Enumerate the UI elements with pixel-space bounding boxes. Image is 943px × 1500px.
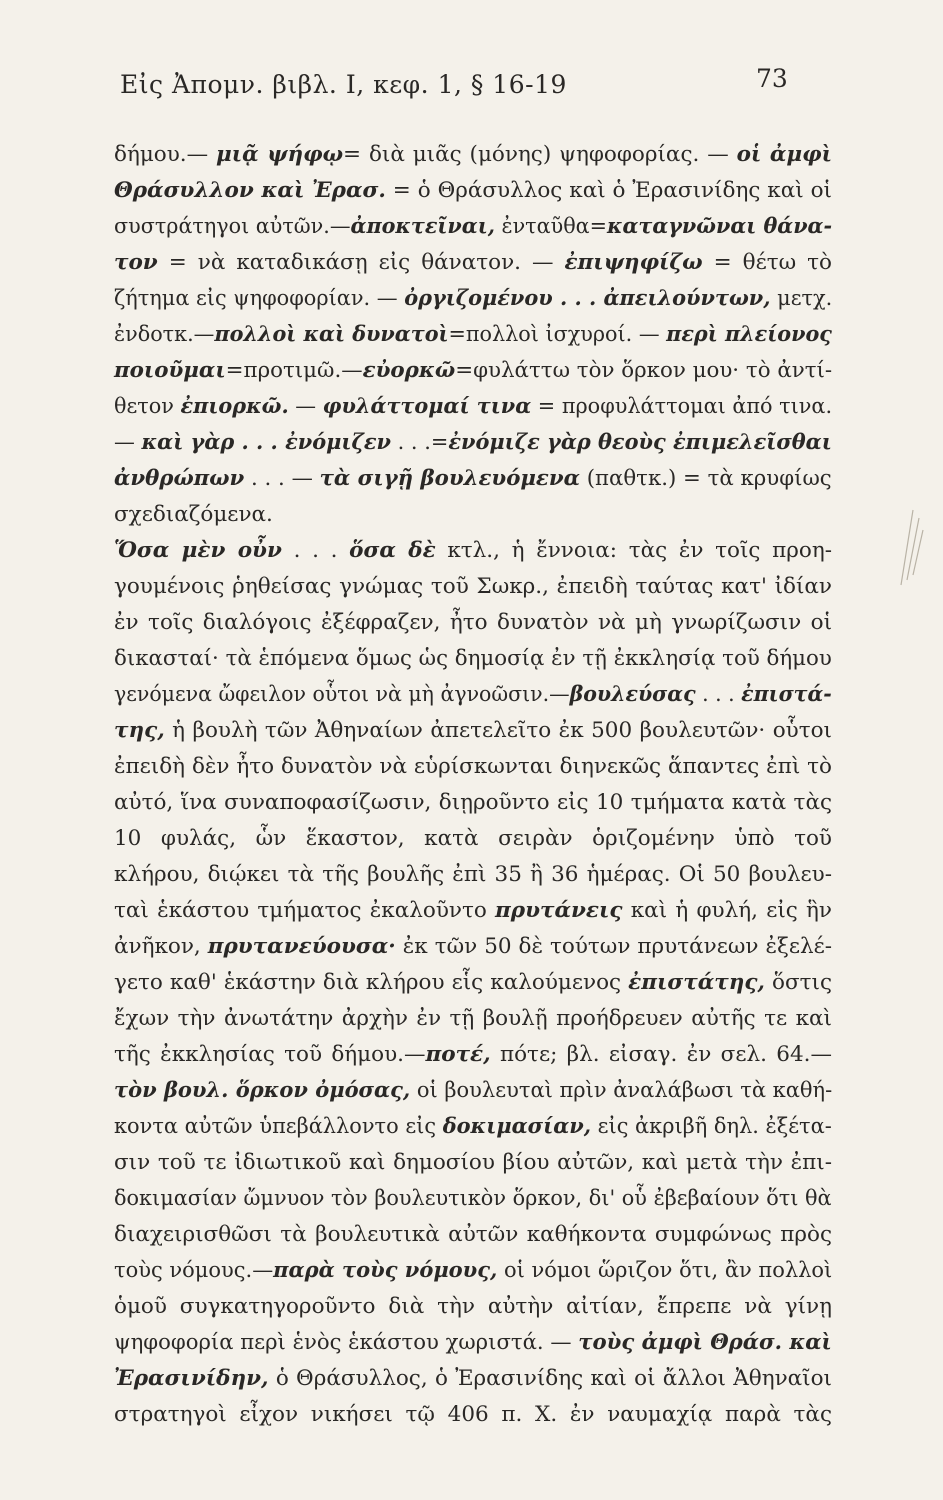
text-line: Ὅσα μὲν οὖν . . . ὅσα δὲ κτλ., ἡ ἔννοια: τὰς ἐν τοῖς προη- [114, 538, 832, 563]
text-line: δοκιμασίαν ὤμνυον τὸν βουλευτικὸν ὅρκον, δι' οὗ ἐβεβαίουν ὅτι θὰ [114, 1186, 832, 1211]
text-line: τον = νὰ καταδικάσῃ εἰς θάνατον. — ἐπιψηφίζω = θέτω τὸ [114, 250, 832, 275]
text-line: γενόμενα ὤφειλον οὗτοι νὰ μὴ ἀγνοῶσιν.—βουλεύσας . . . ἐπιστά- [114, 682, 832, 707]
text-line: σιν τοῦ τε ἰδιωτικοῦ καὶ δημοσίου βίου αὐτῶν, καὶ μετὰ τὴν ἐπι- [114, 1150, 832, 1175]
text-line: ἔχων τὴν ἀνωτάτην ἀρχὴν ἐν τῇ βουλῇ προήδρευεν αὐτῆς τε καὶ [114, 1006, 832, 1031]
text-line: κοντα αὐτῶν ὑπεβάλλοντο εἰς δοκιμασίαν, εἰς ἀκριβῆ δηλ. ἐξέτα- [114, 1114, 832, 1139]
text-line: κλήρου, διῴκει τὰ τῆς βουλῆς ἐπὶ 35 ἢ 36 ἡμέρας. Οἱ 50 βουλευ- [114, 862, 832, 887]
text-line: ἐν τοῖς διαλόγοις ἐξέφραζεν, ἦτο δυνατὸν νὰ μὴ γνωρίζωσιν οἱ [114, 610, 832, 635]
text-line: ζήτημα εἰς ψηφοφορίαν. — ὀργιζομένου . . . ἀπειλούντων, μετχ. [114, 286, 833, 311]
text-line: ἐπειδὴ δὲν ἦτο δυνατὸν νὰ εὑρίσκωνται διηνεκῶς ἅπαντες ἐπὶ τὸ [114, 754, 832, 779]
text-line: — καὶ γὰρ . . . ἐνόμιζεν . . .=ἐνόμιζε γὰρ θεοὺς ἐπιμελεῖσθαι [114, 430, 832, 455]
text-line: αὐτό, ἵνα συναποφασίζωσιν, διῃροῦντο εἰς 10 τμήματα κατὰ τὰς [114, 790, 832, 815]
text-line: ψηφοφορία περὶ ἑνὸς ἑκάστου χωριστά. — τοὺς ἀμφὶ Θράσ. καὶ [114, 1330, 832, 1355]
text-line: σχεδιαζόμενα. [114, 502, 273, 527]
text-line: Θράσυλλον καὶ Ἐρασ. = ὁ Θράσυλλος καὶ ὁ Ἐρασινίδης καὶ οἱ [114, 178, 832, 203]
text-line: στρατηγοὶ εἶχον νικήσει τῷ 406 π. Χ. ἐν ναυμαχίᾳ παρὰ τὰς [114, 1402, 832, 1427]
text-line: δήμου.— μιᾷ ψήφῳ= διὰ μιᾶς (μόνης) ψηφοφορίας. — οἱ ἀμφὶ [114, 142, 833, 167]
text-line: θετον ἐπιορκῶ. — φυλάττομαί τινα = προφυλάττομαι ἀπό τινα. [114, 394, 833, 419]
text-line: τῆς ἐκκλησίας τοῦ δήμου.—ποτέ, πότε; βλ. εἰσαγ. ἐν σελ. 64.— [114, 1042, 832, 1067]
text-line: διαχειρισθῶσι τὰ βουλευτικὰ αὐτῶν καθήκοντα συμφώνως πρὸς [114, 1222, 832, 1247]
pencil-margin-mark [893, 500, 933, 590]
text-line: ἐνδοτκ.—πολλοὶ καὶ δυνατοὶ=πολλοὶ ἰσχυροί. — περὶ πλείονος [114, 322, 832, 347]
running-head: Εἰς Ἀπομν. βιβλ. Ι, κεφ. 1, § 16-19 [120, 70, 567, 99]
text-line: γετο καθ' ἑκάστην διὰ κλήρου εἷς καλούμενος ἐπιστάτης, ὅστις [114, 970, 832, 995]
text-line: της, ἡ βουλὴ τῶν Ἀθηναίων ἀπετελεῖτο ἐκ 500 βουλευτῶν· οὗτοι [114, 718, 832, 743]
text-line: ποιοῦμαι=προτιμῶ.—εὐορκῶ=φυλάττω τὸν ὅρκον μου· τὸ ἀντί- [114, 358, 833, 383]
page-number: 73 [756, 64, 788, 93]
text-line: ὁμοῦ συγκατηγοροῦντο διὰ τὴν αὐτὴν αἰτίαν, ἔπρεπε νὰ γίνῃ [114, 1294, 832, 1319]
text-line: 10 φυλάς, ὧν ἕκαστον, κατὰ σειρὰν ὁριζομένην ὑπὸ τοῦ [114, 826, 832, 851]
text-line: γουμένοις ῥηθείσας γνώμας τοῦ Σωκρ., ἐπειδὴ ταύτας κατ' ἰδίαν [114, 574, 832, 599]
text-line: Ἐρασινίδην, ὁ Θράσυλλος, ὁ Ἐρασινίδης καὶ οἱ ἄλλοι Ἀθηναῖοι [114, 1366, 832, 1391]
text-line: ταὶ ἑκάστου τμήματος ἐκαλοῦντο πρυτάνεις καὶ ἡ φυλή, εἰς ἣν [114, 898, 832, 923]
text-line: δικασταί· τὰ ἑπόμενα ὅμως ὡς δημοσίᾳ ἐν τῇ ἐκκλησίᾳ τοῦ δήμου [114, 646, 832, 671]
text-line: τὸν βουλ. ὅρκον ὀμόσας, οἱ βουλευταὶ πρὶν ἀναλάβωσι τὰ καθή- [114, 1078, 833, 1103]
text-line: ἀνθρώπων . . . — τὰ σιγῇ βουλευόμενα (παθτκ.) = τὰ κρυφίως [114, 466, 832, 491]
text-line: ἀνῆκον, πρυτανεύουσα· ἐκ τῶν 50 δὲ τούτων πρυτάνεων ἐξελέ- [114, 934, 832, 959]
text-line: συστράτηγοι αὐτῶν.—ἀποκτεῖναι, ἐνταῦθα=καταγνῶναι θάνα- [114, 214, 833, 239]
text-line: τοὺς νόμους.—παρὰ τοὺς νόμους, οἱ νόμοι ὥριζον ὅτι, ἂν πολλοὶ [114, 1258, 833, 1283]
